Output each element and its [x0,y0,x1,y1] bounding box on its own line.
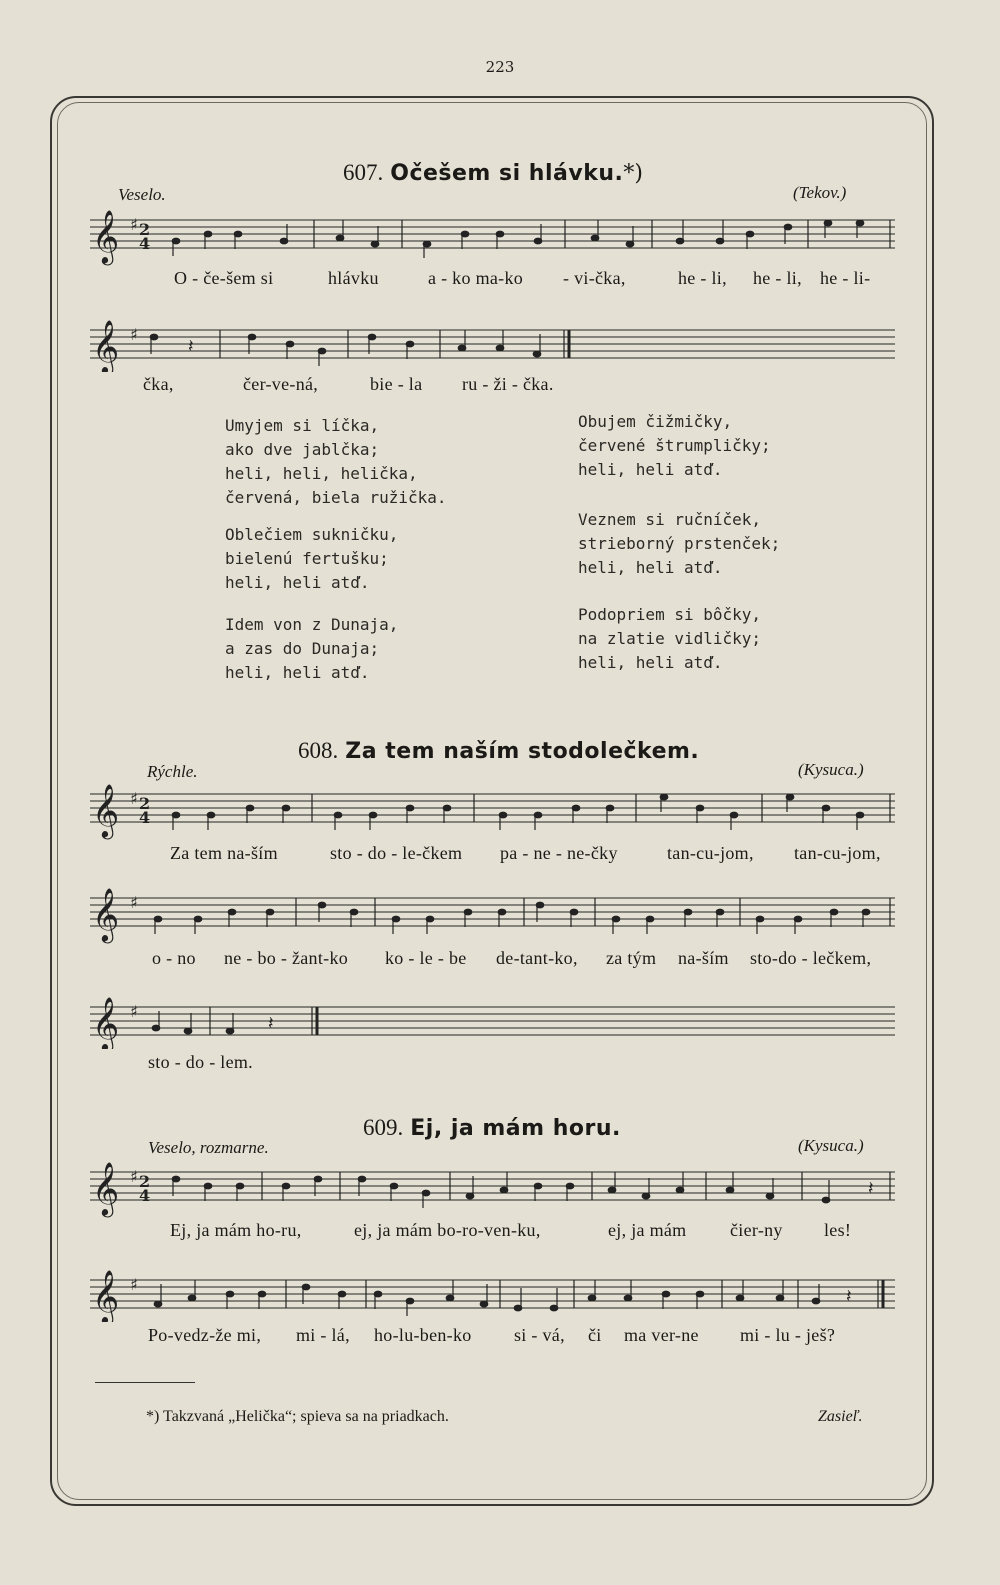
svg-text:4: 4 [139,808,151,827]
song-607-staff-1 [90,206,900,266]
song-608-staff-1 [90,780,900,840]
song-607-verse-left-3 [225,613,398,685]
song-607-verse-right-3 [578,603,761,675]
svg-text:𝄽: 𝄽 [188,336,194,357]
song-608-lyric-1-4: tan-cu-jom, [667,843,754,863]
song-609-lyric-1-4: čier-ny [730,1220,783,1240]
svg-text:𝄞: 𝄞 [92,319,120,372]
song-608-lyric-1-3: pa - ne - ne-čky [500,843,618,863]
svg-text:𝄞: 𝄞 [92,996,120,1049]
song-609-staff-1 [90,1158,900,1218]
footnote: *) Takzvaná „Helička“; spieva sa na priadkach. [146,1408,449,1425]
song-607-lyric-2-3: bie - la [370,374,423,394]
song-609-lyric-1-1: Ej, ja mám ho-ru, [170,1220,302,1240]
svg-text:𝄞: 𝄞 [92,1269,120,1322]
verse-line: Podopriem si bôčky, [578,605,762,624]
song-609-heading [363,1115,621,1141]
song-607-lyric-1-2: hlávku [328,268,379,288]
song-608-lyric-1-5: tan-cu-jom, [794,843,881,863]
svg-text:𝄞: 𝄞 [92,1161,120,1215]
song-607-staff-2 [90,316,900,372]
song-608-staff-2 [90,884,900,944]
verse-line: a zas do Dunaja; [225,639,380,658]
svg-text:♯: ♯ [130,789,138,808]
song-609-lyric-2-3: ho-lu-ben-ko [374,1325,472,1345]
song-608-lyric-2-3: ko - le - be [385,948,467,968]
footnote-divider [95,1382,195,1383]
song-607-title-mark: *) [623,161,643,186]
verse-line: červené štrumpličky; [578,436,771,455]
svg-text:2: 2 [139,220,151,239]
svg-text:𝄽: 𝄽 [268,1013,274,1034]
verse-line: heli, heli atď. [225,663,370,682]
song-607-lyric-2-1: čka, [143,374,174,394]
verse-line: strieborný prstenček; [578,534,781,553]
song-609-lyric-2-4: si - vá, [514,1325,565,1345]
song-608-lyric-1-1: Za tem na-ším [170,843,278,863]
song-607-lyric-1-6: he - li, [753,268,802,288]
verse-line: heli, heli atď. [578,653,723,672]
song-609-staff-2 [90,1266,900,1322]
song-607-verse-left-2 [225,523,398,595]
song-607-lyric-2-2: čer-ve-ná, [243,374,319,394]
song-607-lyric-2-4: ru - ži - čka. [462,374,554,394]
song-607-title: Očešem si hlávku. [390,161,624,186]
song-607-region: (Tekov.) [793,183,847,202]
svg-text:𝄞: 𝄞 [92,887,120,941]
verse-line: na zlatie vidličky; [578,629,762,648]
song-609-lyric-1-3: ej, ja mám [608,1220,687,1240]
verse-line: ako dve jablčka; [225,440,380,459]
song-608-lyric-2-1: o - no [152,948,196,968]
song-607-tempo: Veselo. [118,185,166,204]
svg-text:𝄞: 𝄞 [92,783,120,837]
verse-line: Veznem si ručníček, [578,510,762,529]
verse-line: heli, heli atď. [578,558,723,577]
svg-text:2: 2 [139,794,151,813]
song-609-number: 609. [363,1115,404,1140]
svg-text:♯: ♯ [130,1002,138,1021]
song-607-lyric-1-5: he - li, [678,268,727,288]
verse-line: Idem von z Dunaja, [225,615,399,634]
verse-line: Oblečiem sukničku, [225,525,399,544]
song-608-lyric-2-5: za tým [606,948,657,968]
song-608-staff-3 [90,993,900,1049]
song-607-verse-right-2 [578,508,780,580]
song-609-tempo: Veselo, rozmarne. [148,1138,269,1157]
svg-text:♯: ♯ [130,893,138,912]
song-608-lyric-3-1: sto - do - lem. [148,1052,253,1072]
svg-text:𝄽: 𝄽 [846,1286,852,1307]
song-608-lyric-2-6: na-ším [678,948,729,968]
song-609-lyric-1-5: les! [824,1220,852,1240]
page-number: 223 [485,58,515,76]
verse-line: heli, heli, helička, [225,464,418,483]
svg-text:♯: ♯ [130,215,138,234]
song-608-lyric-2-4: de-tant-ko, [496,948,578,968]
song-609-lyric-2-5: či [588,1325,602,1345]
svg-text:♯: ♯ [130,1275,138,1294]
song-607-heading [343,160,643,186]
song-608-lyric-1-2: sto - do - le-čkem [330,843,463,863]
song-608-title: Za tem naším stodolečkem. [345,739,700,764]
svg-text:2: 2 [139,1172,151,1191]
song-609-lyric-1-2: ej, ja mám bo-ro-ven-ku, [354,1220,541,1240]
verse-line: heli, heli atď. [578,460,723,479]
song-607-verse-right-1 [578,410,771,482]
song-608-lyric-2-7: sto-do - lečkem, [750,948,872,968]
song-609-region: (Kysuca.) [798,1136,864,1155]
song-607-lyric-1-3: a - ko ma-ko [428,268,524,288]
svg-text:4: 4 [139,1186,151,1205]
signature: Zasieľ. [818,1408,863,1425]
song-607-number: 607. [343,160,384,185]
verse-line: heli, heli atď. [225,573,370,592]
song-608-tempo: Rýchle. [147,762,198,781]
song-609-lyric-2-2: mi - lá, [296,1325,350,1345]
song-607-lyric-1-1: O - če-šem si [174,268,274,288]
svg-text:4: 4 [139,234,151,253]
svg-text:♯: ♯ [130,325,138,344]
svg-text:𝄞: 𝄞 [92,209,120,263]
song-607-verse-left-1 [225,414,447,510]
song-608-heading [298,738,699,764]
verse-line: Obujem čižmičky, [578,412,733,431]
svg-text:♯: ♯ [130,1167,138,1186]
song-609-lyric-2-1: Po-vedz-že mi, [148,1325,262,1345]
song-608-lyric-2-2: ne - bo - žant-ko [224,948,349,968]
verse-line: bielenú fertušku; [225,549,389,568]
verse-line: Umyjem si líčka, [225,416,380,435]
svg-text:𝄽: 𝄽 [868,1178,874,1199]
song-608-region: (Kysuca.) [798,760,864,779]
song-609-lyric-2-7: mi - lu - ješ? [740,1325,836,1345]
song-608-number: 608. [298,738,339,763]
song-609-title: Ej, ja mám horu. [410,1116,621,1141]
song-607-lyric-1-4: - vi-čka, [563,268,626,288]
verse-line: červená, biela ružička. [225,488,447,507]
song-607-lyric-1-7: he - li- [820,268,871,288]
song-609-lyric-2-6: ma ver-ne [624,1325,699,1345]
